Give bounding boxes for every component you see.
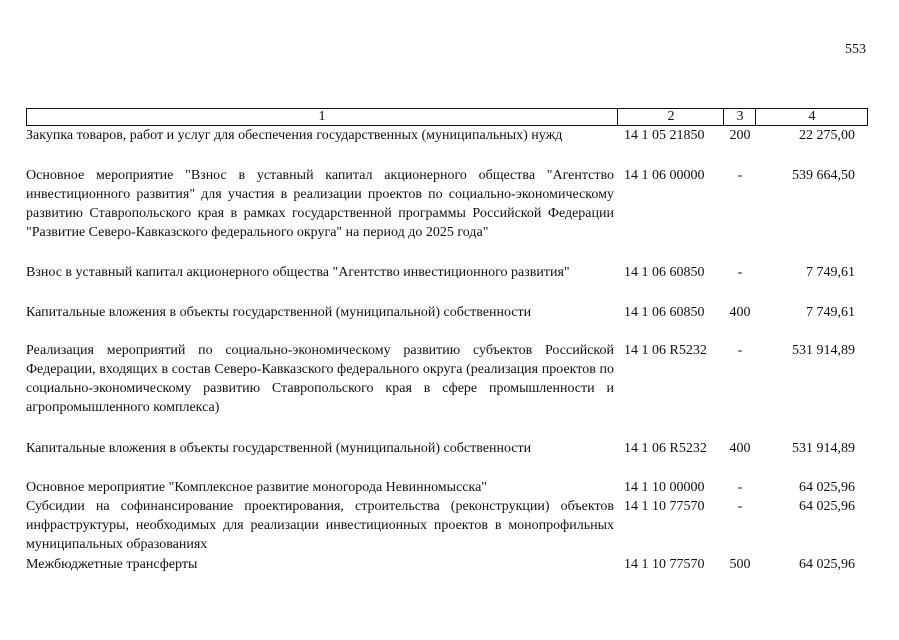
row-code: 14 1 10 77570: [624, 499, 705, 514]
row-expense-type: -: [737, 265, 743, 280]
row-code: 14 1 06 60850: [624, 265, 705, 280]
row-description: Межбюджетные трансферты: [26, 557, 198, 572]
row-expense-type: -: [737, 499, 743, 514]
row-description: Закупка товаров, работ и услуг для обеспечения государственных (муниципальных) нужд: [26, 128, 563, 143]
row-description: Основное мероприятие "Комплексное развитие моногорода Невинномысска": [26, 480, 488, 495]
row-expense-type: -: [737, 480, 743, 495]
row-code: 14 1 10 00000: [624, 480, 705, 495]
row-description: Капитальные вложения в объекты государственной (муниципальной) собственности: [26, 305, 532, 320]
row-code: 14 1 06 00000: [624, 168, 705, 183]
row-description: Основное мероприятие "Взнос в уставный капитал акционерного общества "Агентство инвестиционного развития" для участия в реализации проектов по социально-экономическому развитию Ставропольского края в рамках государственной программы Российской Федерации "Развитие Северо-Кавказского федерального округа" на период до 2025 года": [26, 168, 614, 240]
row-amount: 7 749,61: [806, 305, 855, 320]
row-amount: 531 914,89: [792, 441, 855, 456]
row-description: Взнос в уставный капитал акционерного общества "Агентство инвестиционного развития": [26, 265, 570, 280]
row-description: Субсидии на софинансирование проектирования, строительства (реконструкции) объектов инфраструктуры, необходимых для реализации инвестиционных проектов в монопрофильных муниципальных образованиях: [26, 499, 614, 552]
row-expense-type: -: [737, 343, 743, 358]
row-expense-type: 500: [729, 557, 751, 572]
table-header: [26, 108, 868, 126]
row-code: 14 1 10 77570: [624, 557, 705, 572]
header-col-1: 1: [318, 109, 326, 124]
row-amount: 64 025,96: [799, 480, 855, 495]
row-description: Реализация мероприятий по социально-экономическому развитию субъектов Российской Федерации, входящих в состав Северо-Кавказского федерального округа (реализация проектов по социально-экономическому развитию Ставропольского края в сфере промышленности и агропромышленного комплекса): [26, 343, 614, 415]
row-expense-type: -: [737, 168, 743, 183]
row-expense-type: 400: [729, 305, 751, 320]
row-expense-type: 200: [729, 128, 751, 143]
row-amount: 22 275,00: [799, 128, 855, 143]
row-description: Капитальные вложения в объекты государственной (муниципальной) собственности: [26, 441, 532, 456]
row-amount: 539 664,50: [792, 168, 855, 183]
header-col-4: 4: [755, 109, 868, 125]
header-col-2: 2: [617, 109, 724, 125]
header-col-3: 3: [723, 109, 756, 125]
row-amount: 64 025,96: [799, 557, 855, 572]
row-expense-type: 400: [729, 441, 751, 456]
row-amount: 64 025,96: [799, 499, 855, 514]
row-code: 14 1 05 21850: [624, 128, 705, 143]
row-amount: 7 749,61: [806, 265, 855, 280]
row-code: 14 1 06 60850: [624, 305, 705, 320]
row-code: 14 1 06 R5232: [624, 441, 707, 456]
row-amount: 531 914,89: [792, 343, 855, 358]
row-code: 14 1 06 R5232: [624, 343, 707, 358]
page-number: 553: [845, 42, 866, 57]
